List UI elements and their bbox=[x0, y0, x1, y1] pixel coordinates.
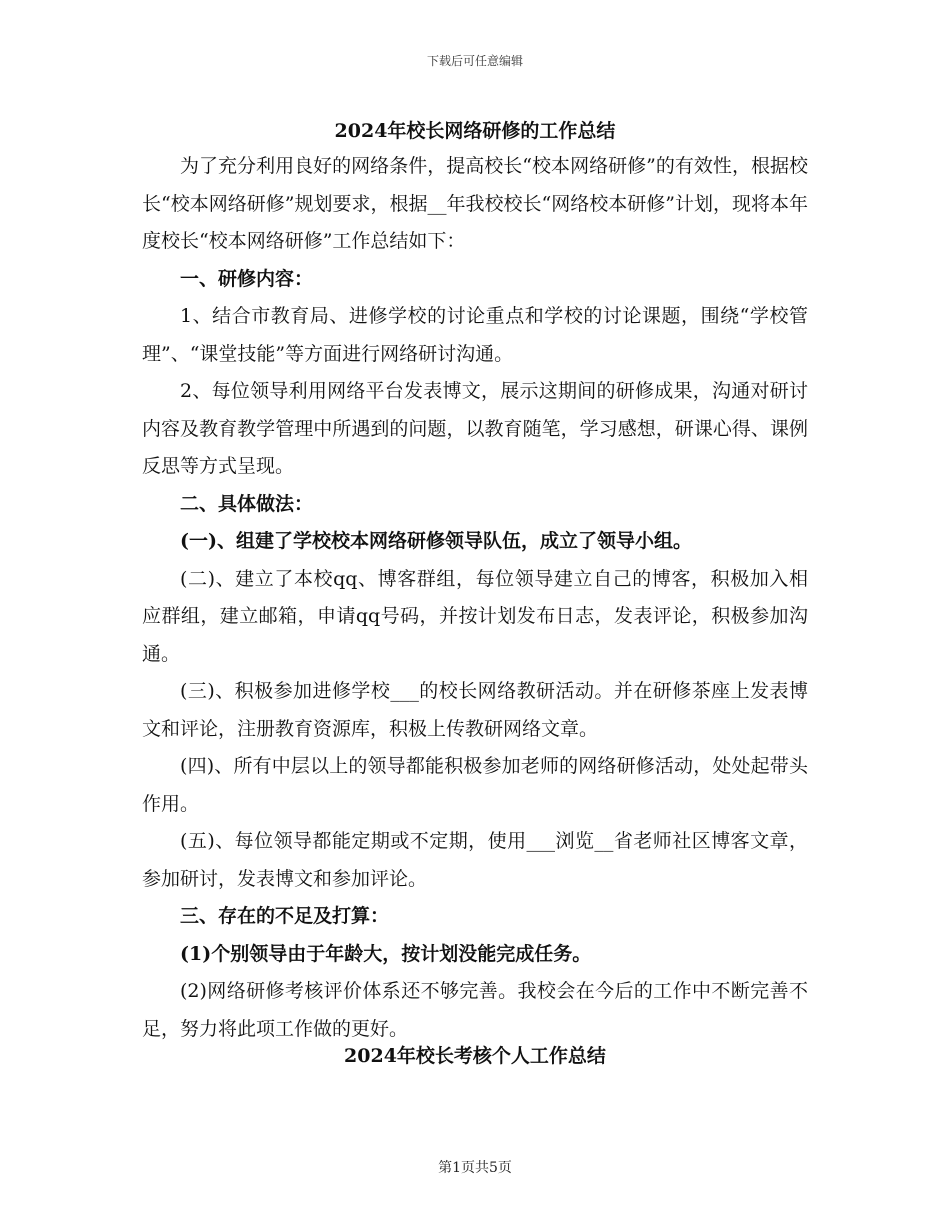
document-body bbox=[142, 148, 808, 1048]
section-heading-research-content: 一、研修内容： bbox=[180, 267, 314, 290]
shortcoming-item-2: (2)网络研修考核评价体系还不够完善。我校会在今后的工作中不断完善不足，努力将此项工作做的更好。 bbox=[142, 980, 808, 1040]
content-item-1: 1、结合市教育局、进修学校的讨论重点和学校的讨论课题，围绕“学校管理”、“课堂技能”等方面进行网络研讨沟通。 bbox=[142, 305, 808, 365]
document-title: 2024年校长网络研修的工作总结 bbox=[334, 120, 616, 142]
method-item-3: (三)、积极参加进修学校___的校长网络教研活动。并在研修茶座上发表博文和评论，注册教育资源库，积极上传教研网络文章。 bbox=[142, 680, 808, 740]
method-item-5: (五)、每位领导都能定期或不定期，使用___浏览__省老师社区博客文章，参加研讨，发表博文和参加评论。 bbox=[142, 830, 808, 890]
intro-paragraph: 为了充分利用良好的网络条件，提高校长“校本网络研修”的有效性，根据校长“校本网络研修”规划要求，根据__年我校校长“网络校本研修”计划，现将本年度校长“校本网络研修”工作总结如下： bbox=[142, 155, 808, 252]
page-number: 第1页共5页 bbox=[438, 1160, 512, 1176]
content-item-2: 2、每位领导利用网络平台发表博文，展示这期间的研修成果，沟通对研讨内容及教育教学管理中所遇到的问题，以教育随笔，学习感想，研课心得、课例反思等方式呈现。 bbox=[142, 380, 808, 477]
section-heading-methods: 二、具体做法： bbox=[180, 492, 314, 515]
shortcoming-item-1: (1)个别领导由于年龄大，按计划没能完成任务。 bbox=[180, 942, 592, 965]
next-document-title: 2024年校长考核个人工作总结 bbox=[344, 1045, 606, 1067]
method-item-1: (一)、组建了学校校本网络研修领导队伍，成立了领导小组。 bbox=[180, 530, 692, 552]
method-item-4: (四)、所有中层以上的领导都能积极参加老师的网络研修活动，处处起带头作用。 bbox=[142, 755, 808, 815]
header-note: 下载后可任意编辑 bbox=[426, 54, 523, 68]
section-heading-shortcomings: 三、存在的不足及打算： bbox=[180, 905, 390, 927]
method-item-2: (二)、建立了本校qq、博客群组，每位领导建立自己的博客，积极加入相应群组，建立邮箱，申请qq号码，并按计划发布日志，发表评论，积极参加沟通。 bbox=[142, 567, 808, 665]
